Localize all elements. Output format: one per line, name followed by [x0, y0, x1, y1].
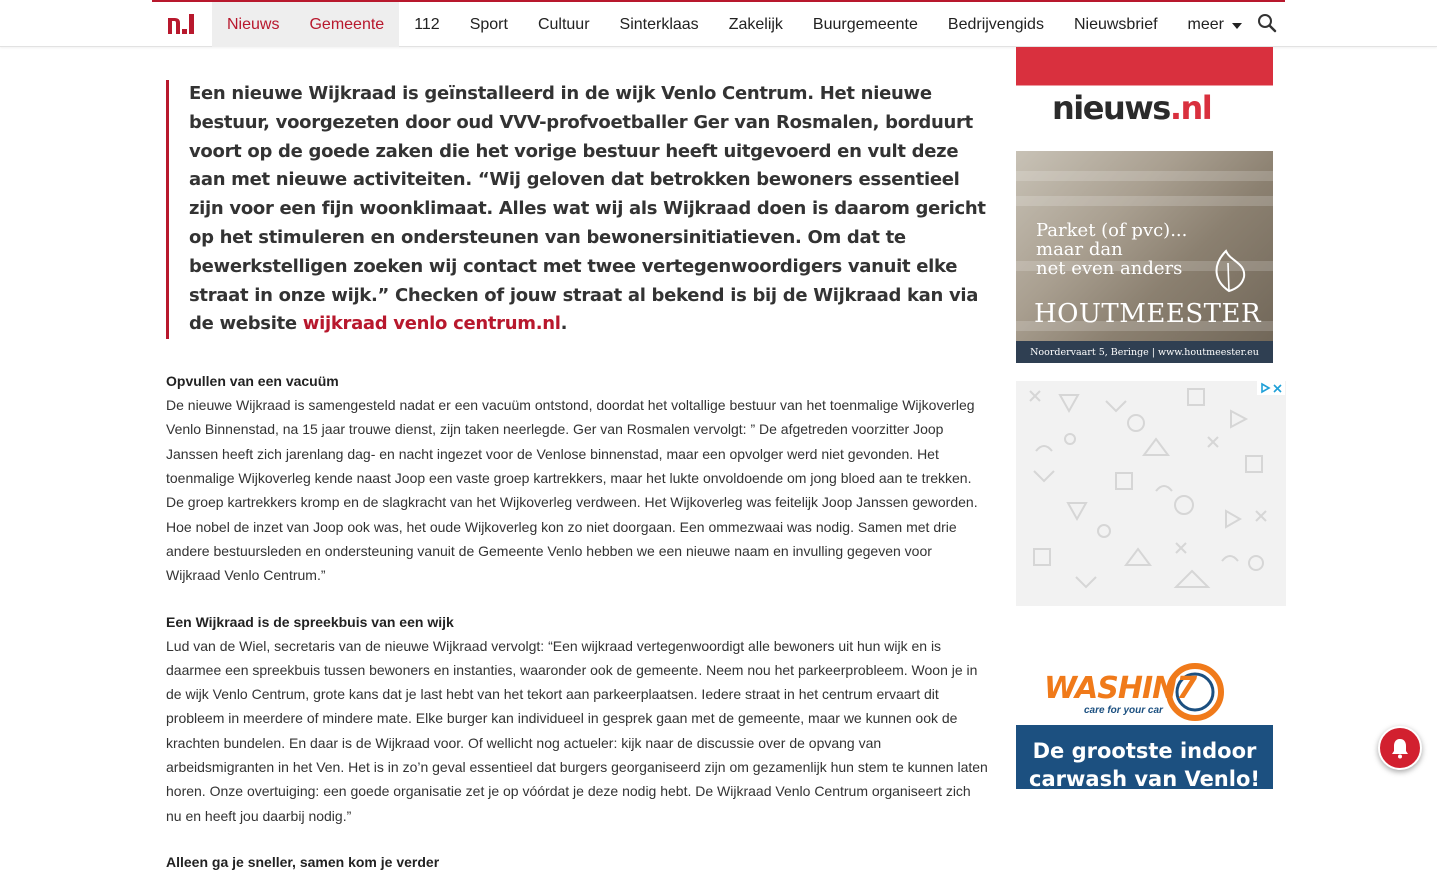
houtmeester-footer: Noordervaart 5, Beringe | www.houtmeester.eu	[1016, 341, 1273, 363]
nav-item-zakelijk[interactable]: Zakelijk	[728, 15, 783, 33]
search-icon[interactable]	[1257, 13, 1277, 33]
nav-item-112[interactable]: 112	[414, 15, 440, 33]
chevron-down-icon	[1232, 23, 1242, 29]
article-section	[166, 850, 990, 874]
ad-nieuwsnl[interactable]	[1016, 47, 1273, 127]
leaf-icon	[1206, 247, 1252, 293]
nav-item-sinterklaas[interactable]: Sinterklaas	[619, 15, 699, 33]
nieuwsnl-logo	[1052, 89, 1211, 127]
ad-washin7[interactable]	[1016, 633, 1273, 789]
nav-item-bedrijvengids[interactable]: Bedrijvengids	[947, 15, 1044, 33]
section-paragraph: De nieuwe Wijkraad is samengesteld nadat er een vacuüm ontstond, doordat het voltallige bestuur van het toenmalige Wijkoverleg Venlo Binnenstad, na 15 jaar trouwe dienst, zijn taken neerlegde. Ger van Rosmalen vervolgt: ” De afgetreden voorzitter Joop Janssen heeft zich jarenlang dag- en nacht ingezet voor de Venlose binnenstad, maar een opvolger werd niet gevonden. Het toenmalige Wijkoverleg kende naast Joop een vaste groep kartrekkers, maar het lukte onvoldoende om jong bloed aan te trekken. De groep kartrekkers kromp en de slagkracht van het Wijkoverleg verdween. Het Wijkoverleg was feitelijk Joop Janssen geworden. Hoe nobel de inzet van Joop ook was, het oude Wijkoverleg kon zo niet doorgaan. Een ommezwaai was nodig. Samen met drie andere bestuursleden en ondersteuning vanuit de Gemeente Venlo hebben we een nieuwe naam en invulling gegeven voor Wijkraad Venlo Centrum.”	[166, 397, 978, 584]
nav-item-cultuur[interactable]: Cultuur	[537, 15, 590, 33]
houtmeester-tagline-1: Parket (of pvc)...	[1036, 220, 1188, 241]
nieuwsnl-logo-suffix: .nl	[1169, 89, 1212, 127]
nav-menu	[212, 2, 1257, 47]
lead-text: Een nieuwe Wijkraad is geïnstalleerd in de wijk Venlo Centrum. Het nieuwe bestuur, voorgezeten door oud VVV-profvoetballer Ger van Rosmalen, borduurt voort op de goede zaken die het vorige bestuur heeft uitgevoerd en vult deze aan met nieuwe activiteiten. “Wij geloven dat betrokken bewoners essentieel zijn voor een fijn woonklimaat. Alles wat wij als Wijkraad doen is daarom gericht op het stimuleren en ondersteunen van bewonersinitiatieven. Om dat te bewerkstelligen zoeken wij contact met twee vertegenwoordigers vanuit elke straat in onze wijk.” Checken of jouw straat al bekend is bij de Wijkraad kan via de website	[189, 83, 986, 335]
nav-more-label: meer	[1187, 15, 1224, 33]
section-paragraph: Lud van de Wiel, secretaris van de nieuwe Wijkraad vervolgt: “Een wijkraad vertegenwoordigt alle bewoners uit hun wijk en is daarmee een spreekbuis tussen bewoners en instanties, waaronder ook de gemeente. Neem nou het parkeerprobleem. Woon je in de wijk Venlo Centrum, grote kans dat je last hebt van het tekort aan parkeerplaatsen. Iedere straat in het centrum ervaart dit probleem in meerdere of mindere mate. Elke burger kan individueel in gesprek gaan met de gemeente, maar we kunnen ook de krachten bundelen. En daar is de Wijkraad voor. Of wellicht nog actueler: kijk naar de discussie over de opvang van arbeidsmigranten in het Ven. Het is in zo’n geval essentieel dat burgers georganiseerd zijn om gezamenlijk hun stem te kunnen laten horen. Onze overtuiging: een goede organisatie zet je op vóórdat je deze nodig hebt. De Wijkraad Venlo Centrum organiseert zich nu en heeft jou daarbij nodig.”	[166, 637, 988, 824]
nav-item-sport[interactable]: Sport	[469, 15, 508, 33]
houtmeester-brand: HOUTMEESTER	[1034, 299, 1262, 329]
section-heading: Opvullen van een vacuüm	[166, 373, 339, 390]
article-section	[166, 610, 990, 828]
washin7-headline-2: carwash van Venlo!	[1029, 767, 1260, 791]
pattern-background	[1016, 381, 1286, 606]
section-heading: Een Wijkraad is de spreekbuis van een wijk	[166, 613, 454, 630]
notification-bell-button[interactable]	[1378, 726, 1422, 770]
ad-houtmeester[interactable]	[1016, 151, 1273, 363]
nav-item-nieuwsbrief[interactable]: Nieuwsbrief	[1073, 15, 1158, 33]
washin7-headline	[1016, 737, 1273, 793]
article-lead-quote	[166, 80, 990, 339]
houtmeester-tagline	[1036, 221, 1187, 278]
ad-placeholder[interactable]	[1016, 381, 1286, 606]
washin7-headline-1: De grootste indoor	[1032, 739, 1257, 763]
wijkraad-website-link[interactable]: wijkraad venlo centrum.nl	[302, 313, 561, 335]
article-section	[166, 369, 990, 587]
nav-more-dropdown[interactable]	[1173, 2, 1257, 47]
nav-item-buurgemeente[interactable]: Buurgemeente	[812, 15, 918, 33]
washin7-tagline: care for your car	[1084, 705, 1163, 716]
article-body	[166, 62, 990, 874]
adchoices-badge[interactable]	[1257, 381, 1285, 395]
houtmeester-tagline-3: net even anders	[1036, 258, 1183, 279]
nav-item-gemeente[interactable]: Gemeente	[294, 2, 399, 47]
houtmeester-tagline-2: maar dan	[1036, 239, 1123, 260]
bell-icon	[1390, 737, 1410, 759]
top-navigation	[0, 0, 1437, 47]
adchoices-play-icon	[1260, 383, 1270, 393]
washin7-logo: WASHIN7	[1044, 671, 1197, 706]
section-heading: Alleen ga je sneller, samen kom je verder	[166, 853, 440, 870]
lead-end: .	[560, 313, 568, 335]
nav-item-nieuws[interactable]: Nieuws	[212, 2, 294, 47]
close-icon[interactable]	[1273, 384, 1282, 393]
site-logo[interactable]	[166, 12, 198, 36]
nieuwsnl-logo-text: nieuws	[1052, 89, 1170, 127]
